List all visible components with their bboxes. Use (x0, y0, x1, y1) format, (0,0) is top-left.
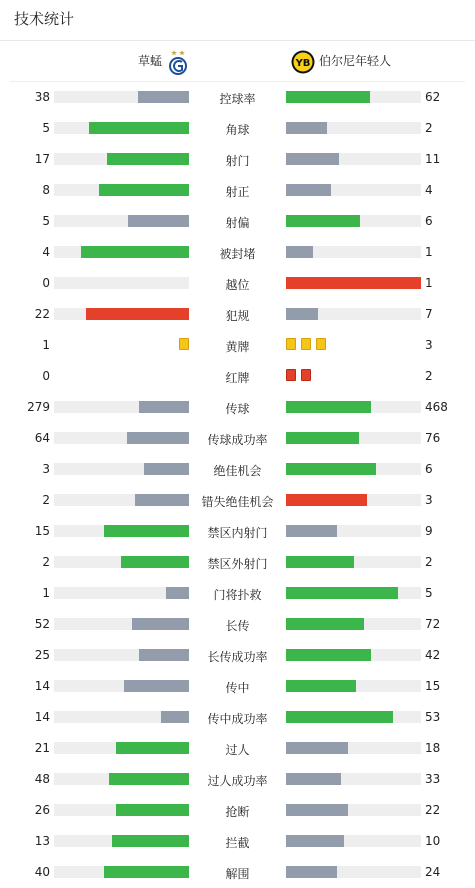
stat-row (0, 423, 475, 454)
away-value: 2 (425, 369, 433, 383)
home-value: 0 (42, 369, 50, 383)
home-bar-fill (104, 866, 189, 878)
away-value: 72 (425, 617, 441, 631)
away-bar-track (286, 711, 421, 723)
header-divider (0, 40, 475, 41)
away-bar-track (286, 556, 421, 568)
away-bar-fill (286, 122, 327, 134)
home-value: 14 (34, 679, 50, 693)
away-cards (286, 369, 311, 381)
home-value: 1 (42, 586, 50, 600)
home-bar-fill (112, 835, 189, 847)
stat-row (0, 795, 475, 826)
home-bar-fill (139, 401, 189, 413)
away-value: 11 (425, 152, 441, 166)
stat-label: 犯规 (225, 309, 250, 323)
home-bar-track (54, 866, 189, 878)
home-bar-fill (104, 525, 189, 537)
away-bar-fill (286, 215, 360, 227)
svg-text:YB: YB (295, 58, 311, 69)
stat-label: 射正 (225, 185, 250, 199)
away-bar-fill (286, 587, 398, 599)
away-bar-track (286, 246, 421, 258)
stat-row (0, 578, 475, 609)
stat-row (0, 764, 475, 795)
home-value: 2 (42, 555, 50, 569)
away-value: 42 (425, 648, 441, 662)
stat-row (0, 206, 475, 237)
home-bar-track (54, 401, 189, 413)
stat-row (0, 516, 475, 547)
home-bar-track (54, 91, 189, 103)
stat-row (0, 113, 475, 144)
home-bar-fill (121, 556, 189, 568)
red-card-icon (301, 369, 311, 381)
away-bar-fill (286, 618, 364, 630)
home-bar-fill (127, 432, 189, 444)
away-value: 76 (425, 431, 441, 445)
home-value: 2 (42, 493, 50, 507)
home-bar-fill (144, 463, 189, 475)
away-value: 33 (425, 772, 441, 786)
home-bar-track (54, 742, 189, 754)
away-value: 2 (425, 555, 433, 569)
stat-label: 控球率 (219, 92, 256, 106)
away-bar-fill (286, 711, 393, 723)
stat-label: 越位 (225, 278, 250, 292)
stat-row (0, 237, 475, 268)
away-bar-fill (286, 308, 318, 320)
stat-row (0, 330, 475, 361)
home-value: 1 (42, 338, 50, 352)
stat-label: 传球 (225, 402, 250, 416)
home-value: 52 (34, 617, 50, 631)
stat-row (0, 361, 475, 392)
away-bar-track (286, 587, 421, 599)
home-bar-track (54, 835, 189, 847)
stat-label: 抢断 (225, 805, 250, 819)
home-cards (179, 338, 189, 350)
home-bar-track (54, 525, 189, 537)
away-bar-fill (286, 432, 359, 444)
home-bar-fill (81, 246, 189, 258)
home-value: 3 (42, 462, 50, 476)
home-bar-track (54, 494, 189, 506)
away-bar-fill (286, 525, 337, 537)
stat-row (0, 826, 475, 857)
away-value: 62 (425, 90, 441, 104)
stat-row (0, 547, 475, 578)
stat-label: 传中成功率 (207, 712, 268, 726)
home-value: 15 (34, 524, 50, 538)
home-bar-track (54, 556, 189, 568)
away-value: 6 (425, 462, 433, 476)
away-bar-fill (286, 277, 421, 289)
away-bar-track (286, 866, 421, 878)
away-bar-track (286, 494, 421, 506)
home-value: 4 (42, 245, 50, 259)
away-bar-fill (286, 556, 354, 568)
home-bar-fill (139, 649, 189, 661)
away-team-logo-icon (291, 50, 315, 74)
away-bar-fill (286, 91, 370, 103)
stat-label: 错失绝佳机会 (201, 495, 274, 509)
away-bar-track (286, 525, 421, 537)
away-value: 53 (425, 710, 441, 724)
away-bar-track (286, 432, 421, 444)
away-bar-track (286, 91, 421, 103)
home-bar-track (54, 184, 189, 196)
home-value: 26 (34, 803, 50, 817)
home-bar-fill (161, 711, 189, 723)
home-bar-track (54, 680, 189, 692)
away-value: 1 (425, 245, 433, 259)
stat-label: 门将扑救 (213, 588, 262, 602)
home-value: 25 (34, 648, 50, 662)
away-value: 468 (425, 400, 448, 414)
away-bar-track (286, 463, 421, 475)
home-bar-fill (116, 804, 189, 816)
stat-label: 被封堵 (219, 247, 256, 261)
stat-row (0, 702, 475, 733)
away-bar-track (286, 618, 421, 630)
stat-label: 角球 (225, 123, 250, 137)
away-value: 24 (425, 865, 441, 879)
home-value: 38 (34, 90, 50, 104)
away-value: 3 (425, 338, 433, 352)
page-title: 技术统计 (14, 10, 75, 28)
home-bar-fill (124, 680, 189, 692)
home-bar-track (54, 587, 189, 599)
home-bar-fill (99, 184, 189, 196)
away-bar-fill (286, 680, 356, 692)
home-value: 22 (34, 307, 50, 321)
away-bar-track (286, 773, 421, 785)
home-bar-track (54, 246, 189, 258)
away-bar-fill (286, 184, 331, 196)
home-bar-track (54, 153, 189, 165)
home-bar-fill (138, 91, 189, 103)
away-bar-track (286, 184, 421, 196)
home-team-logo-icon (168, 49, 188, 75)
stat-label: 长传成功率 (207, 650, 268, 664)
away-bar-track (286, 742, 421, 754)
stat-row (0, 392, 475, 423)
away-bar-fill (286, 835, 344, 847)
stat-label: 过人 (225, 743, 250, 757)
away-value: 2 (425, 121, 433, 135)
away-value: 6 (425, 214, 433, 228)
home-bar-fill (109, 773, 189, 785)
teams-header (0, 42, 475, 82)
stat-row (0, 640, 475, 671)
stat-label: 解围 (225, 867, 250, 881)
home-value: 13 (34, 834, 50, 848)
home-bar-track (54, 804, 189, 816)
stat-row (0, 175, 475, 206)
home-value: 5 (42, 121, 50, 135)
yellow-card-icon (316, 338, 326, 350)
away-value: 7 (425, 307, 433, 321)
away-value: 10 (425, 834, 441, 848)
away-value: 9 (425, 524, 433, 538)
away-bar-fill (286, 649, 371, 661)
home-bar-fill (132, 618, 189, 630)
away-value: 15 (425, 679, 441, 693)
home-value: 0 (42, 276, 50, 290)
away-bar-fill (286, 804, 348, 816)
home-value: 64 (34, 431, 50, 445)
away-bar-track (286, 804, 421, 816)
away-bar-fill (286, 153, 339, 165)
stat-row (0, 857, 475, 888)
home-value: 279 (27, 400, 50, 414)
stat-label: 绝佳机会 (213, 464, 262, 478)
away-value: 18 (425, 741, 441, 755)
home-value: 17 (34, 152, 50, 166)
yellow-card-icon (301, 338, 311, 350)
stat-row (0, 268, 475, 299)
home-bar-track (54, 463, 189, 475)
away-value: 1 (425, 276, 433, 290)
stat-row (0, 454, 475, 485)
home-bar-fill (86, 308, 189, 320)
stat-row (0, 82, 475, 113)
away-bar-track (286, 680, 421, 692)
home-bar-fill (107, 153, 189, 165)
away-bar-track (286, 153, 421, 165)
stat-label: 黄牌 (225, 340, 250, 354)
away-bar-fill (286, 866, 337, 878)
stat-row (0, 144, 475, 175)
home-value: 14 (34, 710, 50, 724)
away-bar-fill (286, 742, 348, 754)
home-bar-track (54, 618, 189, 630)
yellow-card-icon (286, 338, 296, 350)
home-bar-track (54, 277, 189, 289)
home-bar-track (54, 649, 189, 661)
stat-label: 射门 (225, 154, 250, 168)
stat-row (0, 299, 475, 330)
home-bar-track (54, 773, 189, 785)
away-value: 4 (425, 183, 433, 197)
home-bar-fill (89, 122, 189, 134)
red-card-icon (286, 369, 296, 381)
stat-row (0, 671, 475, 702)
away-bar-fill (286, 246, 313, 258)
stat-label: 禁区内射门 (207, 526, 268, 540)
away-bar-fill (286, 401, 371, 413)
away-bar-fill (286, 463, 376, 475)
stat-label: 过人成功率 (207, 774, 268, 788)
home-value: 8 (42, 183, 50, 197)
stat-row (0, 609, 475, 640)
away-bar-track (286, 401, 421, 413)
stat-label: 射偏 (225, 216, 250, 230)
away-bar-track (286, 649, 421, 661)
away-value: 3 (425, 493, 433, 507)
stat-label: 传球成功率 (207, 433, 268, 447)
away-bar-track (286, 277, 421, 289)
away-bar-track (286, 835, 421, 847)
home-bar-track (54, 711, 189, 723)
home-team-name: 草蜢 (137, 54, 162, 68)
away-bar-track (286, 215, 421, 227)
away-bar-track (286, 308, 421, 320)
home-bar-track (54, 432, 189, 444)
stat-label: 传中 (225, 681, 250, 695)
away-bar-fill (286, 773, 341, 785)
home-bar-fill (116, 742, 189, 754)
home-bar-track (54, 308, 189, 320)
home-bar-track (54, 215, 189, 227)
home-value: 5 (42, 214, 50, 228)
away-team-name: 伯尔尼年轻人 (319, 54, 392, 68)
stat-row (0, 485, 475, 516)
away-bar-fill (286, 494, 367, 506)
stat-label: 禁区外射门 (207, 557, 268, 571)
home-bar-fill (128, 215, 189, 227)
stat-label: 长传 (225, 619, 250, 633)
yellow-card-icon (179, 338, 189, 350)
home-value: 48 (34, 772, 50, 786)
home-value: 40 (34, 865, 50, 879)
home-bar-fill (135, 494, 189, 506)
away-bar-track (286, 122, 421, 134)
away-value: 22 (425, 803, 441, 817)
home-bar-track (54, 122, 189, 134)
home-bar-fill (166, 587, 189, 599)
stat-label: 拦截 (225, 836, 250, 850)
stat-row (0, 733, 475, 764)
away-cards (286, 338, 326, 350)
home-value: 21 (34, 741, 50, 755)
away-value: 5 (425, 586, 433, 600)
stat-label: 红牌 (225, 371, 250, 385)
